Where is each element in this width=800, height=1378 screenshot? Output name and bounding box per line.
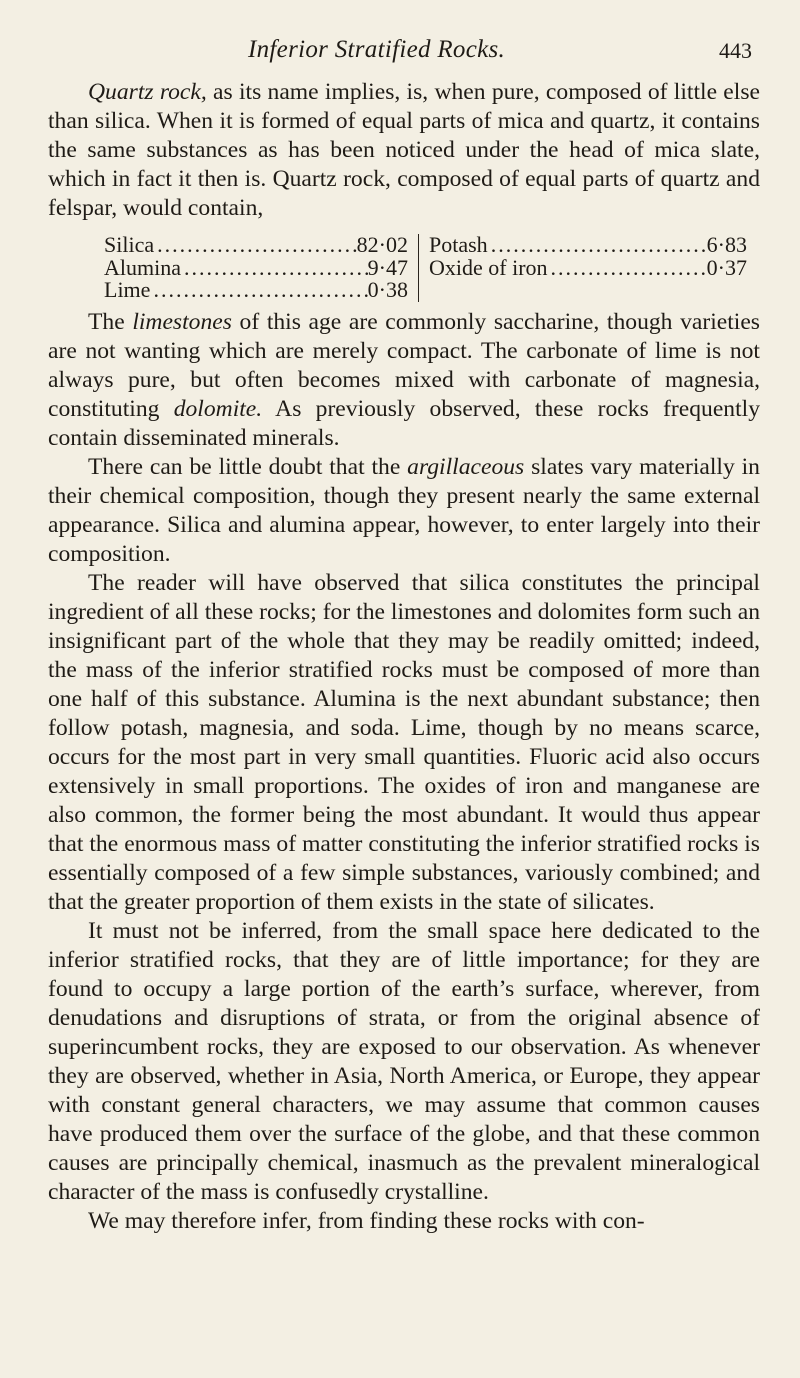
- composition-row: [104, 279, 408, 302]
- component-value: 6·83: [706, 234, 747, 257]
- component-label: Alumina: [104, 256, 181, 279]
- running-title: Inferior Stratified Rocks.: [248, 36, 506, 63]
- paragraph-text: As previously observed, these rocks frequently contain disseminated minerals.: [48, 395, 760, 451]
- component-label: Oxide of iron: [429, 256, 548, 279]
- page-number: 443: [719, 38, 752, 63]
- composition-column-left: [104, 234, 419, 302]
- paragraph-text: of this age are commonly saccharine, though varieties are not wanting which are merely compact. The carbonate of lime is not always pure, but often becomes mixed with carbonate of magnesia, constituting: [48, 308, 760, 422]
- paragraph-text: The reader will have observed that silica constitutes the principal ingredient of all these rocks; for the limestones and dolomites form such an insignificant part of the whole that they may be readily omitted; indeed, the mass of the inferior stratified rocks must be composed of more than one half of this substance. Alumina is the next abundant substance; then follow potash, magnesia, and soda. Lime, though by no means scarce, occurs for the most part in very small quantities. Fluoric acid also occurs extensively in small proportions. The oxides of iron and manganese are also common, the former being the most abundant. It would thus appear that the enormous mass of matter constituting the inferior stratified rocks is essentially composed of a few simple substances, variously combined; and that the greater proportion of them exists in the state of silicates.: [48, 569, 760, 915]
- paragraph-text: slates vary materially in their chemical composition, though they present nearly the same external appearance. Silica and alumina appear, however, to enter largely into their composition.: [48, 453, 760, 567]
- paragraph-text: It must not be inferred, from the small space here dedicated to the inferior stratified rocks, that they are of little importance; for they are found to occupy a large portion of the earth’s surface, wherever, from denudations and disruptions of strata, or from the original absence of superincumbent rocks, they are exposed to our observation. As whenever they are observed, whether in Asia, North America, or Europe, they appear with constant general characters, we may assume that common causes have produced them over the surface of the globe, and that these common causes are principally chemical, inasmuch as the prevalent mineralogical character of the mass is confusedly crystalline.: [48, 917, 760, 1205]
- component-value: 0·37: [706, 256, 747, 279]
- dot-leader: [548, 257, 707, 280]
- composition-column-right: [419, 234, 747, 302]
- running-head: [48, 28, 760, 68]
- paragraph-quartz-rock: [48, 78, 760, 223]
- paragraph-importance: [48, 917, 760, 1207]
- composition-row: [104, 234, 408, 257]
- component-value: 9·47: [367, 256, 408, 279]
- paragraph-silica: [48, 569, 760, 917]
- paragraph-argillaceous-slates: [48, 453, 760, 569]
- composition-row: [429, 234, 747, 257]
- dot-leader: [150, 279, 367, 302]
- term-limestones: limestones: [132, 308, 232, 335]
- paragraph-text: There can be little doubt that the: [88, 453, 408, 480]
- component-value: 82·02: [356, 234, 408, 257]
- dot-leader: [154, 234, 357, 257]
- component-label: Potash: [429, 234, 488, 257]
- dot-leader: [488, 234, 707, 257]
- paragraph-text: We may therefore infer, from finding these rocks with con-: [88, 1207, 645, 1234]
- term-argillaceous: argillaceous: [407, 453, 525, 480]
- component-label: Lime: [104, 279, 151, 302]
- paragraph-inference: [48, 1207, 760, 1236]
- dot-leader: [181, 257, 368, 280]
- composition-row: [104, 257, 408, 280]
- component-value: 0·38: [367, 279, 408, 302]
- composition-table: [104, 234, 760, 302]
- component-label: Silica: [104, 234, 155, 257]
- paragraph-text: as its name implies, is, when pure, composed of little else than silica. When it is formed of equal parts of mica and quartz, it contains the same substances as has been noticed under the head of mica slate, which in fact it then is. Quartz rock, composed of equal parts of quartz and felspar, would contain,: [48, 79, 760, 221]
- term-dolomite: dolomite.: [173, 395, 263, 422]
- composition-row: [429, 257, 747, 280]
- paragraph-text: The: [88, 308, 133, 335]
- body-text: [48, 78, 760, 1236]
- paragraph-limestones: [48, 308, 760, 453]
- term-quartz-rock: Quartz rock,: [88, 79, 207, 105]
